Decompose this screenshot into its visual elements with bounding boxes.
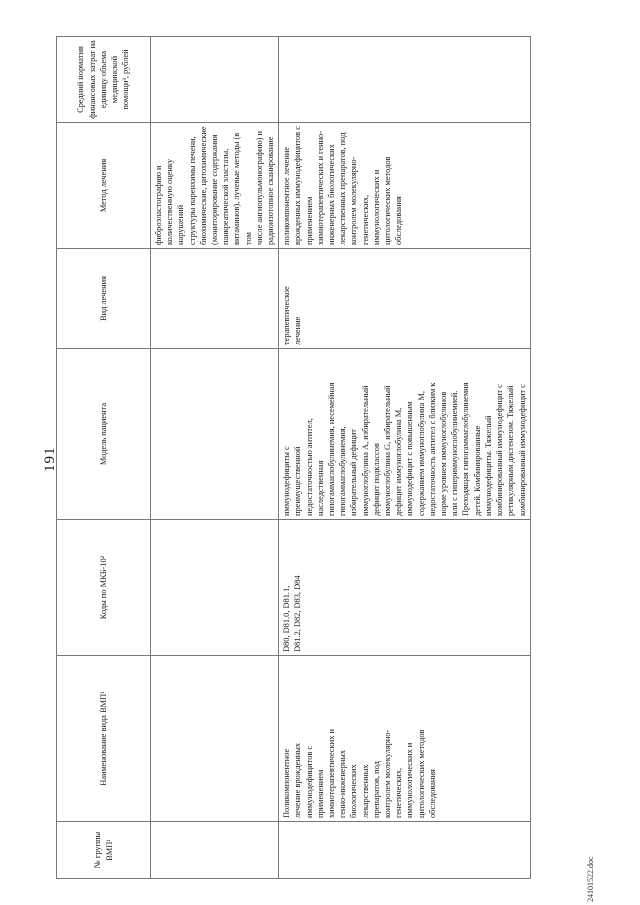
cell-name: Поликомпонентное лечение врожденных иммунодефицитов с применением химиотерапевтических и генно-инженерных биологических лекарственных препаратов, под контролем молекулярно- генетических, иммунологических и цитологических методов обследования	[279, 656, 530, 822]
cell-method: поликомпонентное лечение врожденных иммунодефицитов с применением химиотерапевтических и генно- инженерных биологических лекарственных препаратов, под контролем молекулярно- генетических, иммунологических и цитологических методов обследования	[279, 123, 530, 249]
file-name: 24101522.doc	[586, 856, 595, 902]
table-row	[151, 37, 279, 879]
header-cost: Средний норматив финансовых затрат на единицу объема медицинской помощи³, рублей	[57, 37, 151, 123]
header-group: № группы ВМП¹	[57, 822, 151, 879]
cell-treatment-type	[151, 249, 279, 349]
cell-group	[279, 822, 530, 879]
header-name: Наименование вида ВМП¹	[57, 656, 151, 822]
cell-cost	[151, 37, 279, 123]
header-model: Модель пациента	[57, 349, 151, 520]
cell-codes	[151, 520, 279, 656]
cell-model	[151, 349, 279, 520]
header-method: Метод лечения	[57, 123, 151, 249]
cell-group	[151, 822, 279, 879]
vmp-table	[56, 36, 531, 879]
cell-cost	[279, 37, 530, 123]
cell-model: иммунодефициты с преимущественной недостаточностью антител, наследственная гипогаммаглобулинемия, несемейная гипогаммаглобулинемия, избирательный дефицит иммуноглобулина А, избирательный дефицит подклассов иммуноглобулина G, избирательный дефицит иммуноглобулина М, иммунодефицит с повышенным содержанием иммуноглобулина М, недостаточность антител с близким к норме уровнем иммуноглобулинов или с гипериммуноглобулинемией. Преходящая гипогаммаглобулинемия детей. Комбинированные иммунодефициты. Тяжелый комбинированный иммунодефицит с ретикулярным дисгенезом. Тяжелый комбинированный иммунодефицит с	[279, 349, 530, 520]
header-treatment-type: Вид лечения	[57, 249, 151, 349]
cell-codes: D80, D81.0, D81.1, D81.2, D82, D83, D84	[279, 520, 530, 656]
table-row	[279, 37, 530, 879]
page-number: 191	[42, 446, 58, 472]
cell-method: фиброэластографию и количественную оценку нарушений структуры паренхимы печени, биохимические, цитохимические (мониторирование содержания панкреатической эластазы, витаминов), лучевые методы (в том числе ангиопульмонографию) и радиоизотопное сканирование	[151, 123, 279, 249]
table-header-row	[57, 37, 151, 879]
cell-name	[151, 656, 279, 822]
cell-treatment-type: терапевтическое лечение	[279, 249, 530, 349]
header-codes: Коды по МКБ-10²	[57, 520, 151, 656]
